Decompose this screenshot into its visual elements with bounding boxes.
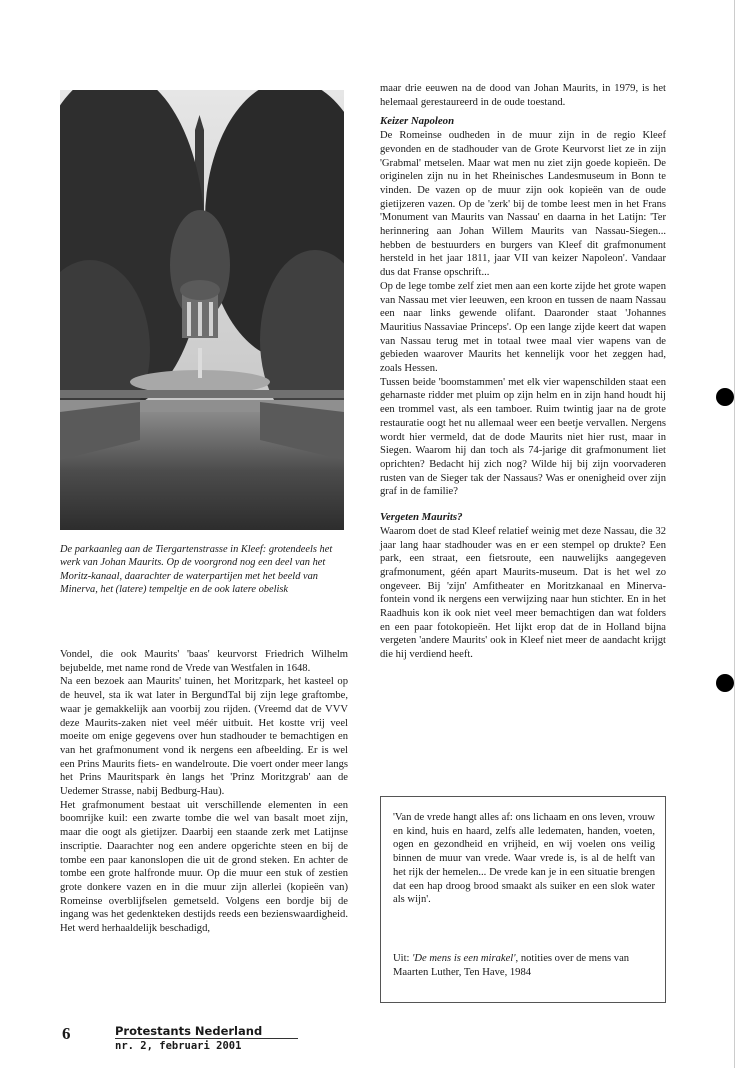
- quote-source-title: 'De mens is een mirakel': [412, 953, 516, 964]
- paragraph: maar drie eeuwen na de dood van Johan Maurits, in 1979, is het helemaal gerestaureerd in de oude toestand.: [380, 83, 666, 108]
- quote-source-rest: , notities over de mens van Maarten Luther, Ten Have, 1984: [393, 953, 630, 978]
- photo-caption: De parkaanleg aan de Tiergartenstrasse in Kleef: grotendeels het werk van Johan Maurits. Op de voorgrond nog een deel van het Moritz-kanaal, daarachter de waterpartijen met het beeld van Minerva, het (latere) tempeltje en de ook latere obelisk: [60, 544, 333, 595]
- left-column: [60, 648, 348, 936]
- footer-divider: [115, 1038, 298, 1039]
- paragraph: Na een bezoek aan Maurits' tuinen, het Moritzpark, het kasteel op de heuvel, sta ik wat later in BergundTal bij zijn lege graftombe, waar je gemakkelijk aan voorbij zou rijden. (Vreemd dat de VVV deze Maurits-zaken niet veel méér uitbuit. Het kostte vrij veel moeite om enige gegevens over hun stadhouder te bemachtigen en van het grafmonument vond ik nergens een afbeelding. Er is wel een Prins Maurits fiets- en wandelroute. Die voert onder meer langs het Prins Mauritspark èn langs het 'Prinz Moritzgrab' aan de Uedemer Strasse, nabij Bedburg-Hau).: [60, 676, 348, 798]
- paragraph: Waarom doet de stad Kleef relatief weinig met deze Nassau, die 32 jaar lang haar stadhouder was en er een stempel op drukte? Een park, een straat, een fietsroute, een nauwelijks aangegeven grafmonument, géén apart Maurits-museum. Dat is het wel zo ongeveer. Bij 'zijn' Amfitheater en Moritzkanaal en Minerva-fontein vond ik nergens een verwijzing naar hun stichter. En in het Raadhuis kon ik ook niet veel meer bemachtigen dan wat folders en een paar fotokopieën. Het lijkt erop dat de in Holland bijna vergeten 'andere Maurits' ook in Kleef niet meer de aandacht krijgt die hij verdiend heeft.: [380, 525, 666, 661]
- section-heading: Vergeten Maurits?: [380, 511, 463, 524]
- quote-source: [393, 952, 655, 979]
- paragraph: De Romeinse oudheden in de muur zijn in de regio Kleef gevonden en de stadhouder van de Grote Keurvorst liet ze in zijn 'Grabmal' metselen. Maar wat men nu ziet zijn goede kopieën. De originelen zijn nu in het Rheinisches Landesmuseum in Bonn te vinden. De vazen op de muur zijn ook kopieën van de oude gietijzeren vazen. Op de 'zerk' bij de tombe leest men in het Frans 'Monument van Maurits van Nassau' en daarna in het Latijn: 'Ter herinnering aan Johan Willem Maurits van Nassau-Siegen... hebben de bestuurders en burgers van Kleef dit grafmonument hersteld in het jaar 1811, jaar VII van keizer Napoleon'. Vandaar dus dat Franse opschrift...: [380, 130, 666, 279]
- page-edge: [734, 0, 735, 1068]
- page-number: 6: [62, 1024, 71, 1043]
- paragraph: Op de lege tombe zelf ziet men aan een korte zijde het grote wapen van Nassau met vier leeuwen, een kroon en tussen de naam Nassau een naar links gewende olifant. Daaronder staat 'Johannes Mauritius Nassaviae Princeps'. Op een lange zijde keert dat wapen van Nassau terug met in totaal twee maal vier wapens van de gebieden waarover Maurits het kennelijk voor het zeggen had, zoals Hessen.: [380, 280, 666, 375]
- paragraph: Het grafmonument bestaat uit verschillende elementen in een boomrijke kuil: een zwarte tombe die wel van basalt moet zijn, maar die oogt als gietijzer. Daarbij een staande zerk met Latijnse inscriptie. Daarachter nog een andere opgerichte steen en bij de tombe een paar kanonslopen die uit de grond steken. En achter de tombe een grote halfronde muur. Op die muur een stuk of zestien grote donkere vazen en in die muur zijn allerlei (kopieën van) Romeinse overblijfselen gemetseld. Volgens een bordje bij de ingang was het gedenkteken destijds reeds een bezienswaardigheid. Het werd herhaaldelijk beschadigd,: [60, 799, 348, 935]
- issue-label: nr. 2, februari 2001: [115, 1040, 242, 1052]
- magazine-title: Protestants Nederland: [115, 1024, 263, 1038]
- paragraph: Tussen beide 'boomstammen' met elk vier wapenschilden staat een geharnaste ridder met pluim op zijn helm en in zijn hand houdt hij een trommel vast, als een tamboer. Ruim twintig jaar na de grote restauratie oogt het nu allemaal weer een beetje vervallen. Nergens wordt hier vermeld, dat de dode Maurits niet hier rust, maar in Siegen. Waarom hij dan toch als 74-jarige dit grafmonument liet oprichten? Bedacht hij zich nog? Wilde hij bij zijn voorvaderen rusten van de Sieger tak der Nassaus? Was er onenigheid over zijn graf in de familie?: [380, 376, 666, 498]
- punch-hole-icon: [716, 674, 734, 692]
- right-column: [380, 82, 666, 662]
- section-heading: Keizer Napoleon: [380, 115, 455, 128]
- punch-hole-icon: [716, 388, 734, 406]
- paragraph: Vondel, die ook Maurits' 'baas' keurvorst Friedrich Wilhelm bejubelde, met name rond de Vrede van Westfalen in 1648.: [60, 649, 348, 674]
- quote-source-prefix: Uit:: [393, 953, 413, 964]
- quote-text: 'Van de vrede hangt alles af: ons lichaam en ons leven, vrouw en kind, huis en haard, zelfs alle ledematen, handen, voeten, ogen en gezondheid en vrijheid, en wij voelen ons veilig binnen de muur van vrede. Waar vrede is, is al de helft van het rijk der hemelen... De vrede kan je in een situatie brengen dat een hap droog brood smaakt als suiker en een slok water als wijn'.: [393, 812, 655, 906]
- quote-box: [380, 796, 666, 1003]
- park-photo: [60, 90, 344, 530]
